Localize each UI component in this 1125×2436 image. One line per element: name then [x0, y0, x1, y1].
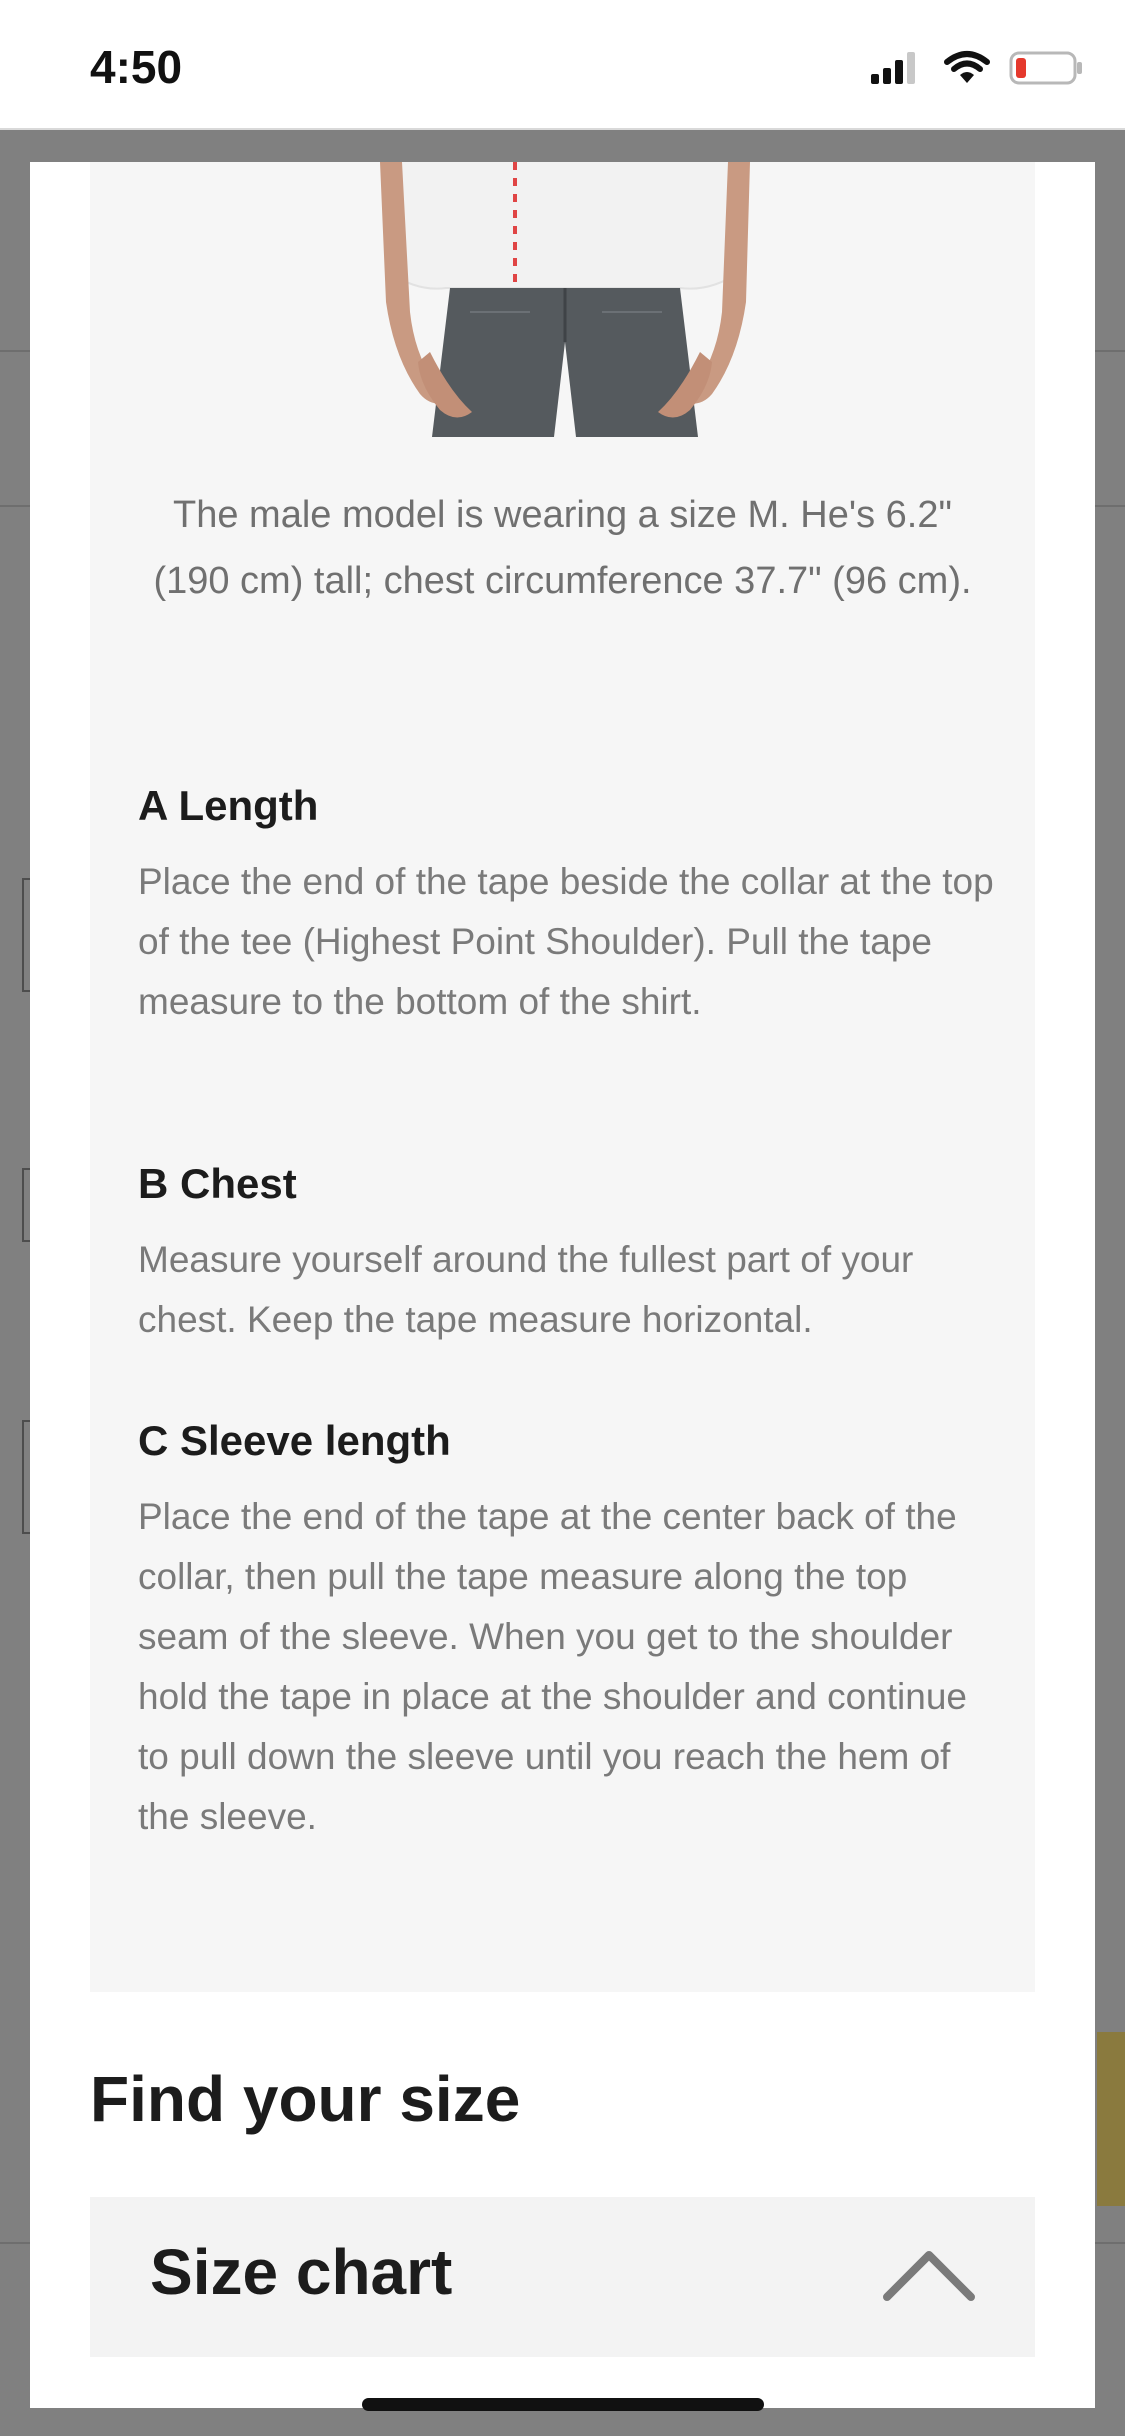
- measurement-guide-panel: [90, 162, 1035, 1992]
- size-chart-accordion[interactable]: [90, 2197, 1035, 2357]
- status-time: 4:50: [90, 41, 183, 93]
- find-your-size-heading: Find your size: [90, 2063, 521, 2135]
- size-guide-modal: [30, 162, 1095, 2408]
- length-title: A Length: [138, 782, 319, 829]
- size-chart-label: Size chart: [150, 2236, 453, 2308]
- status-icons: [869, 50, 1085, 91]
- model-size-caption: The male model is wearing a size M. He's 6.2" (190 cm) tall; chest circumference 37.7" (96 cm).: [153, 494, 972, 602]
- cellular-signal-icon: [869, 50, 925, 91]
- chevron-up-icon[interactable]: [881, 2245, 977, 2305]
- length-description: Place the end of the tape beside the collar at the top of the tee (Highest Point Shoulder). Pull the tape measure to the bottom of the shirt.: [138, 861, 994, 1022]
- length-section: [138, 782, 998, 1032]
- chest-title: B Chest: [138, 1160, 297, 1207]
- background-add-button: [1097, 2032, 1125, 2206]
- chest-section: [138, 1160, 998, 1350]
- sleeve-length-section: [138, 1417, 998, 1847]
- battery-low-icon: [1009, 50, 1085, 91]
- status-bar: [0, 0, 1125, 130]
- sleeve-length-title: C Sleeve length: [138, 1417, 451, 1464]
- wifi-icon: [943, 50, 991, 91]
- home-indicator[interactable]: [362, 2398, 764, 2411]
- model-photo: [380, 162, 750, 437]
- chest-description: Measure yourself around the fullest part of your chest. Keep the tape measure horizontal.: [138, 1239, 914, 1340]
- sleeve-length-description: Place the end of the tape at the center back of the collar, then pull the tape measure along the top seam of the sleeve. When you get to the shoulder hold the tape in place at the shoulder and continue to pull down the sleeve until you reach the hem of the sleeve.: [138, 1496, 968, 1837]
